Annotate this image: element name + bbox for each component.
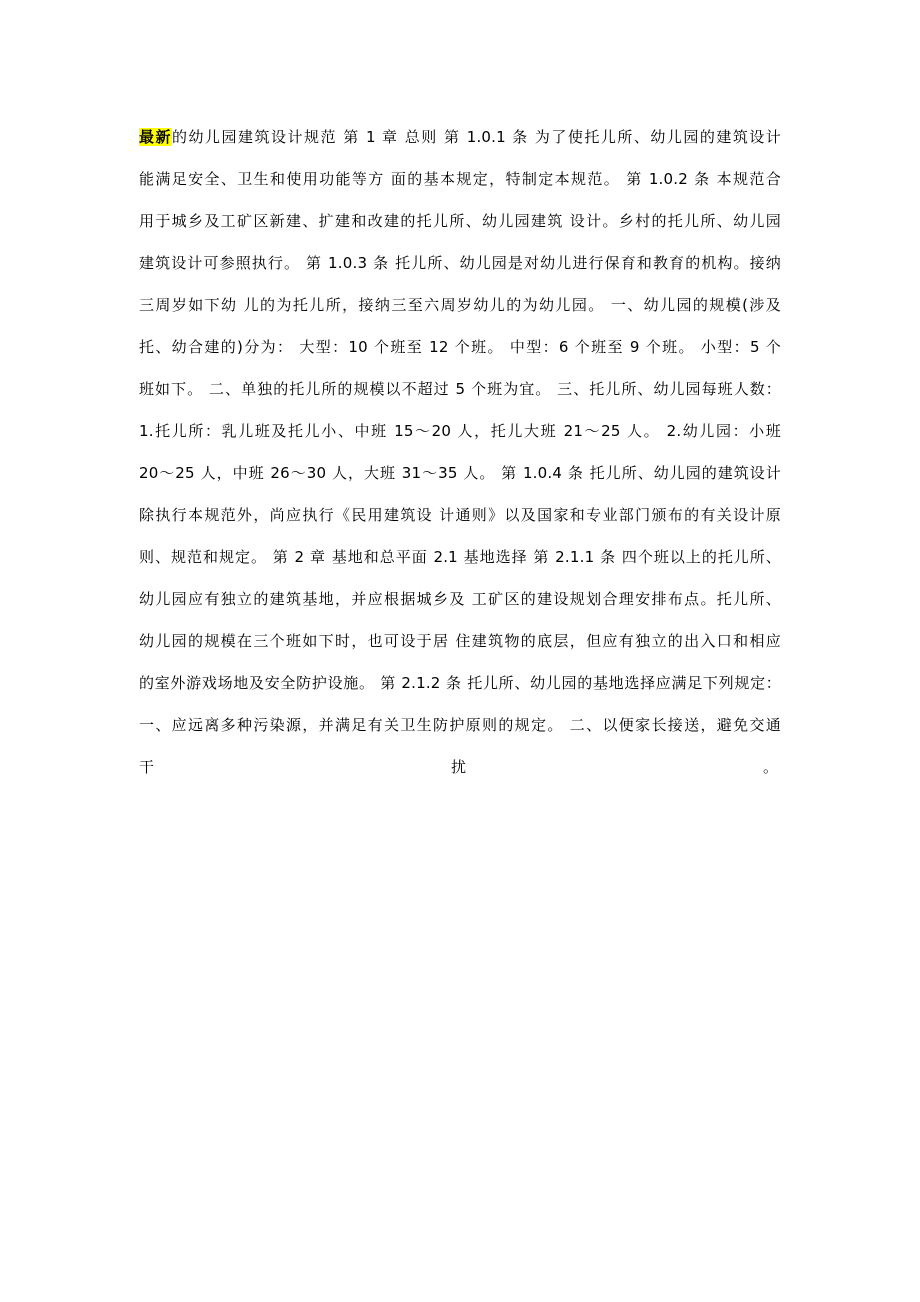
text-line-3: 用于城乡及工矿区新建、扩建和改建的托儿所、幼儿园建筑 设计。乡村的托儿所、幼儿园	[139, 212, 781, 230]
text-line-7: 班如下。 二、单独的托儿所的规模以不超过 5 个班为宜。 三、托儿所、幼儿园每班人数：	[139, 380, 781, 398]
text-line-4: 建筑设计可参照执行。 第 1.0.3 条 托儿所、幼儿园是对幼儿进行保育和教育的机构。接纳	[139, 254, 781, 272]
text-line-10: 除执行本规范外，尚应执行《民用建筑设 计通则》以及国家和专业部门颁布的有关设计原	[139, 506, 781, 524]
text-line-15: 一、应远离多种污染源，并满足有关卫生防护原则的规定。 二、以便家长接送，避免交通	[139, 716, 781, 734]
last-line-part-2: 扰	[451, 758, 467, 776]
document-body	[139, 116, 781, 788]
highlighted-term: 最新	[139, 128, 172, 146]
text-line-8: 1.托儿所：乳儿班及托儿小、中班 15～20 人，托儿大班 21～25 人。 2.幼儿园：小班	[139, 422, 781, 440]
text-line-11: 则、规范和规定。 第 2 章 基地和总平面 2.1 基地选择 第 2.1.1 条 四个班以上的托儿所、	[139, 548, 781, 566]
text-line-14: 的室外游戏场地及安全防护设施。 第 2.1.2 条 托儿所、幼儿园的基地选择应满足下列规定：	[139, 674, 781, 692]
last-line-part-3: 。	[763, 758, 779, 776]
text-line-12: 幼儿园应有独立的建筑基地，并应根据城乡及 工矿区的建设规划合理安排布点。托儿所、	[139, 590, 781, 608]
text-line-6: 托、幼合建的)分为： 大型：10 个班至 12 个班。 中型：6 个班至 9 个班。 小型：5 个	[139, 338, 781, 356]
text-line-16	[139, 746, 781, 788]
text-line-1	[139, 116, 781, 158]
text-line-9: 20～25 人，中班 26～30 人，大班 31～35 人。 第 1.0.4 条 托儿所、幼儿园的建筑设计	[139, 464, 781, 482]
text-line-13: 幼儿园的规模在三个班如下时，也可设于居 住建筑物的底层，但应有独立的出入口和相应	[139, 632, 781, 650]
last-line-part-1: 干	[139, 758, 155, 776]
text-line-2: 能满足安全、卫生和使用功能等方 面的基本规定，特制定本规范。 第 1.0.2 条 本规范合	[139, 170, 781, 188]
text-line-1-rest: 的幼儿园建筑设计规范 第 1 章 总则 第 1.0.1 条 为了使托儿所、幼儿园的建筑设计	[172, 128, 781, 146]
text-line-5: 三周岁如下幼 儿的为托儿所，接纳三至六周岁幼儿的为幼儿园。 一、幼儿园的规模(涉及	[139, 296, 781, 314]
